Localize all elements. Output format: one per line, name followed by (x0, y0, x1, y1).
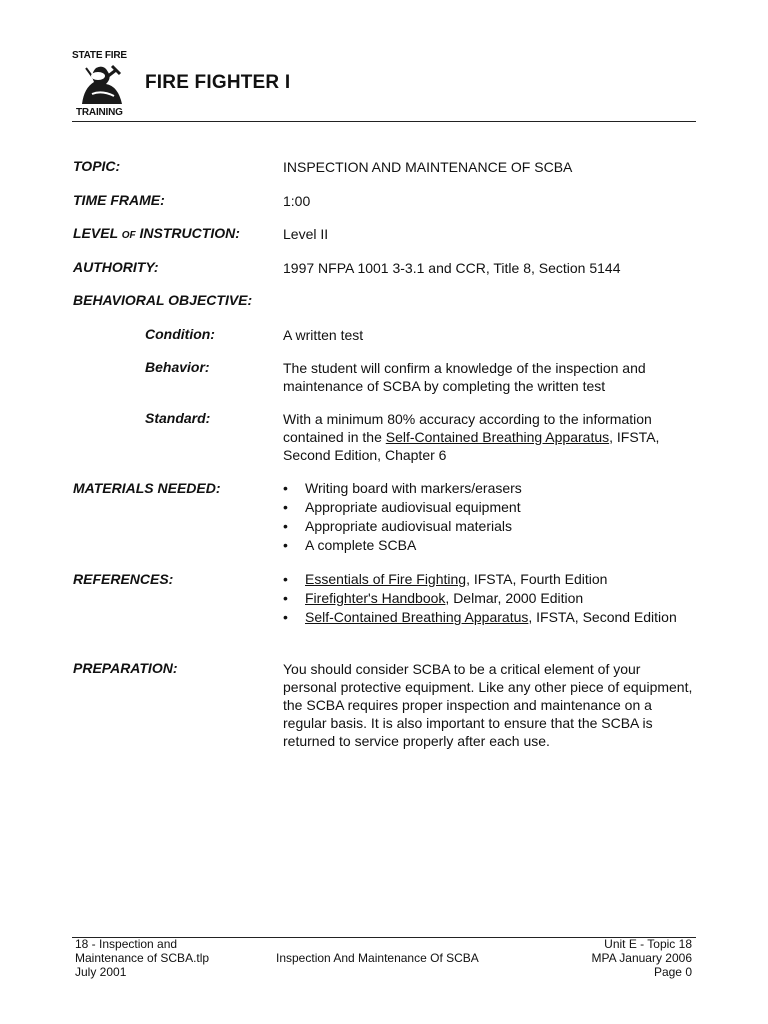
materials-list (283, 479, 703, 555)
references-list (283, 570, 678, 627)
standard-reference-link: Self-Contained Breathing Apparatus (385, 429, 610, 445)
document-title: FIRE FIGHTER I (145, 72, 291, 93)
preparation-value: You should consider SCBA to be a critical element of your personal protective equipment. Like any other piece of equipment, the SCBA requires proper inspection and maintenance on a regular basis. It is also important to ensure that the SCBA is returned to service properly after each use. (283, 661, 693, 749)
list-item: • Writing board with markers/erasers (283, 479, 703, 498)
standard-value: With a minimum 80% accuracy according to the information contained in the Self-Contained Breathing Apparatus, IFSTA, Second Edition, Chapter 6 (283, 411, 660, 463)
list-item: • Appropriate audiovisual materials (283, 517, 703, 536)
references-label: REFERENCES: (73, 571, 174, 587)
header-divider (72, 121, 696, 122)
behavior-label: Behavior: (145, 359, 210, 375)
footer-page-info: Unit E - Topic 18 MPA January 2006 Page 0 (591, 937, 692, 979)
topic-label: TOPIC: (73, 158, 121, 174)
footer-file-info: 18 - Inspection and Maintenance of SCBA.tlp July 2001 (75, 937, 210, 979)
time-frame-value: 1:00 (283, 193, 311, 209)
list-item: • A complete SCBA (283, 536, 703, 555)
list-item: • Self-Contained Breathing Apparatus, IFSTA, Second Edition (283, 608, 678, 627)
list-item: • Appropriate audiovisual equipment (283, 498, 703, 517)
authority-value: 1997 NFPA 1001 3-3.1 and CCR, Title 8, Section 5144 (283, 260, 621, 276)
topic-value: INSPECTION AND MAINTENANCE OF SCBA (283, 159, 573, 175)
time-frame-label: TIME FRAME: (73, 192, 165, 208)
firefighter-emblem-icon (76, 60, 128, 108)
behavior-value: The student will confirm a knowledge of the inspection and maintenance of SCBA by completing the written test (283, 360, 646, 394)
list-item: • Firefighter's Handbook, Delmar, 2000 Edition (283, 589, 678, 608)
logo-top-text: STATE FIRE (72, 50, 127, 61)
level-label: LEVEL OF INSTRUCTION: (73, 225, 240, 241)
behavioral-objective-label: BEHAVIORAL OBJECTIVE: (73, 292, 253, 308)
authority-label: AUTHORITY: (73, 259, 159, 275)
state-fire-training-logo (72, 50, 134, 120)
footer-title: Inspection And Maintenance Of SCBA (276, 951, 479, 965)
list-item: • Essentials of Fire Fighting, IFSTA, Fourth Edition (283, 570, 678, 589)
condition-label: Condition: (145, 326, 215, 342)
logo-bottom-text: TRAINING (76, 107, 123, 118)
level-value: Level II (283, 226, 329, 242)
materials-label: MATERIALS NEEDED: (73, 480, 221, 496)
condition-value: A written test (283, 327, 364, 343)
standard-label: Standard: (145, 410, 211, 426)
preparation-label: PREPARATION: (73, 660, 178, 676)
